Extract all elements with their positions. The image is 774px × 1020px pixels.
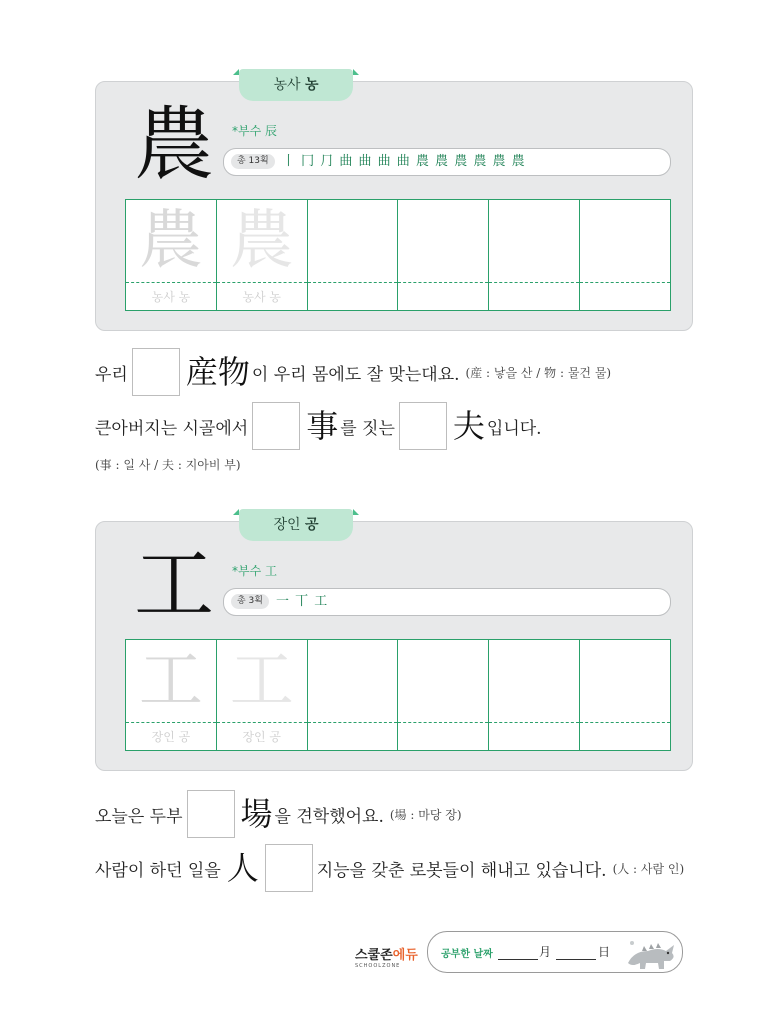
sentence-hanja: 夫: [452, 407, 485, 445]
card-tab: [239, 509, 353, 541]
sentence-hanja: 事: [306, 407, 339, 445]
date-label: 공부한 날짜: [441, 949, 493, 960]
trace-cell[interactable]: [217, 640, 308, 750]
hanja-card-nong: [95, 77, 693, 331]
hanja-card-gong: [95, 517, 693, 771]
logo-accent: 에듀: [392, 948, 418, 963]
sentence-3: [95, 790, 462, 838]
hanja-note: (場 : 마당 장): [389, 807, 462, 822]
stroke-sequence: 丨 冂 ⺆ 曲 曲 曲 曲 農 農 農 農 農 農: [282, 154, 526, 169]
tab-label-meaning: 농사: [273, 77, 301, 93]
writing-grid: [125, 639, 671, 751]
sentence-text: 를 짓는: [340, 418, 395, 439]
trace-meaning: 농사 농: [242, 290, 282, 304]
sentence-hanja: 場: [240, 795, 273, 833]
tab-label-sound: 농: [304, 77, 319, 93]
trace-meaning: 장인 공: [242, 730, 282, 744]
answer-box[interactable]: [252, 402, 300, 450]
tab-label-sound: 공: [304, 517, 319, 533]
sentence-text: 지능을 갖춘 로봇들이 해내고 있습니다.: [316, 860, 607, 881]
writing-grid: [125, 199, 671, 311]
practice-cell[interactable]: [308, 640, 399, 750]
answer-box[interactable]: [187, 790, 235, 838]
logo-main: 스쿨존: [355, 948, 393, 963]
trace-glyph: 農: [229, 204, 294, 278]
stroke-count: 총 13획: [231, 154, 275, 169]
practice-cell[interactable]: [489, 640, 580, 750]
answer-box[interactable]: [399, 402, 447, 450]
trace-cell[interactable]: [126, 200, 217, 310]
day-blank[interactable]: [556, 959, 596, 960]
sentence-text: 사람이 하던 일을: [95, 860, 221, 881]
stroke-order-bar: [223, 588, 671, 616]
sentence-text: 이 우리 몸에도 잘 맞는대요.: [251, 364, 460, 385]
practice-cell[interactable]: [580, 640, 670, 750]
main-hanja: 農: [134, 98, 214, 191]
logo-sub: SCHOOLZONE: [355, 963, 401, 969]
publisher-logo: [355, 944, 418, 969]
trace-glyph: 農: [138, 204, 203, 278]
stroke-count: 총 3획: [231, 594, 269, 609]
sentence-text: 입니다.: [486, 418, 542, 439]
month-blank[interactable]: [498, 959, 538, 960]
sentence-text: 오늘은 두부: [95, 806, 183, 827]
trace-glyph: 工: [138, 644, 203, 718]
practice-cell[interactable]: [398, 640, 489, 750]
practice-cell[interactable]: [308, 200, 399, 310]
trace-cell[interactable]: [217, 200, 308, 310]
sentence-hanja: 産物: [185, 353, 250, 391]
trace-meaning: 장인 공: [151, 730, 191, 744]
card-tab: [239, 69, 353, 101]
sentence-2: [95, 402, 542, 450]
sentence-text: 큰아버지는 시골에서: [95, 418, 249, 439]
sentence-text: 우리: [95, 364, 128, 385]
dinosaur-icon: [624, 937, 678, 973]
sentence-hanja: 人: [226, 849, 259, 887]
practice-cell[interactable]: [580, 200, 670, 310]
day-label: 日: [598, 945, 611, 959]
trace-glyph: 工: [229, 644, 294, 718]
main-hanja: 工: [134, 538, 214, 631]
hanja-note: (産 : 낳을 산 / 物 : 물건 물): [465, 365, 612, 380]
stroke-order-bar: [223, 148, 671, 176]
hanja-note: (人 : 사람 인): [612, 861, 685, 876]
sentence-4: [95, 844, 684, 892]
month-label: 月: [539, 945, 552, 959]
answer-box[interactable]: [132, 348, 180, 396]
sentence-text: 을 견학했어요.: [274, 806, 384, 827]
radical-label: *부수 工: [232, 564, 277, 578]
hanja-note: (事 : 일 사 / 夫 : 지아비 부): [95, 458, 241, 472]
answer-box[interactable]: [265, 844, 313, 892]
trace-cell[interactable]: [126, 640, 217, 750]
trace-meaning: 농사 농: [151, 290, 191, 304]
practice-cell[interactable]: [489, 200, 580, 310]
radical-label: *부수 辰: [232, 124, 277, 138]
sentence-1: [95, 348, 611, 396]
tab-label-meaning: 장인: [273, 517, 301, 533]
stroke-sequence: 一 丅 工: [276, 594, 329, 609]
practice-cell[interactable]: [398, 200, 489, 310]
